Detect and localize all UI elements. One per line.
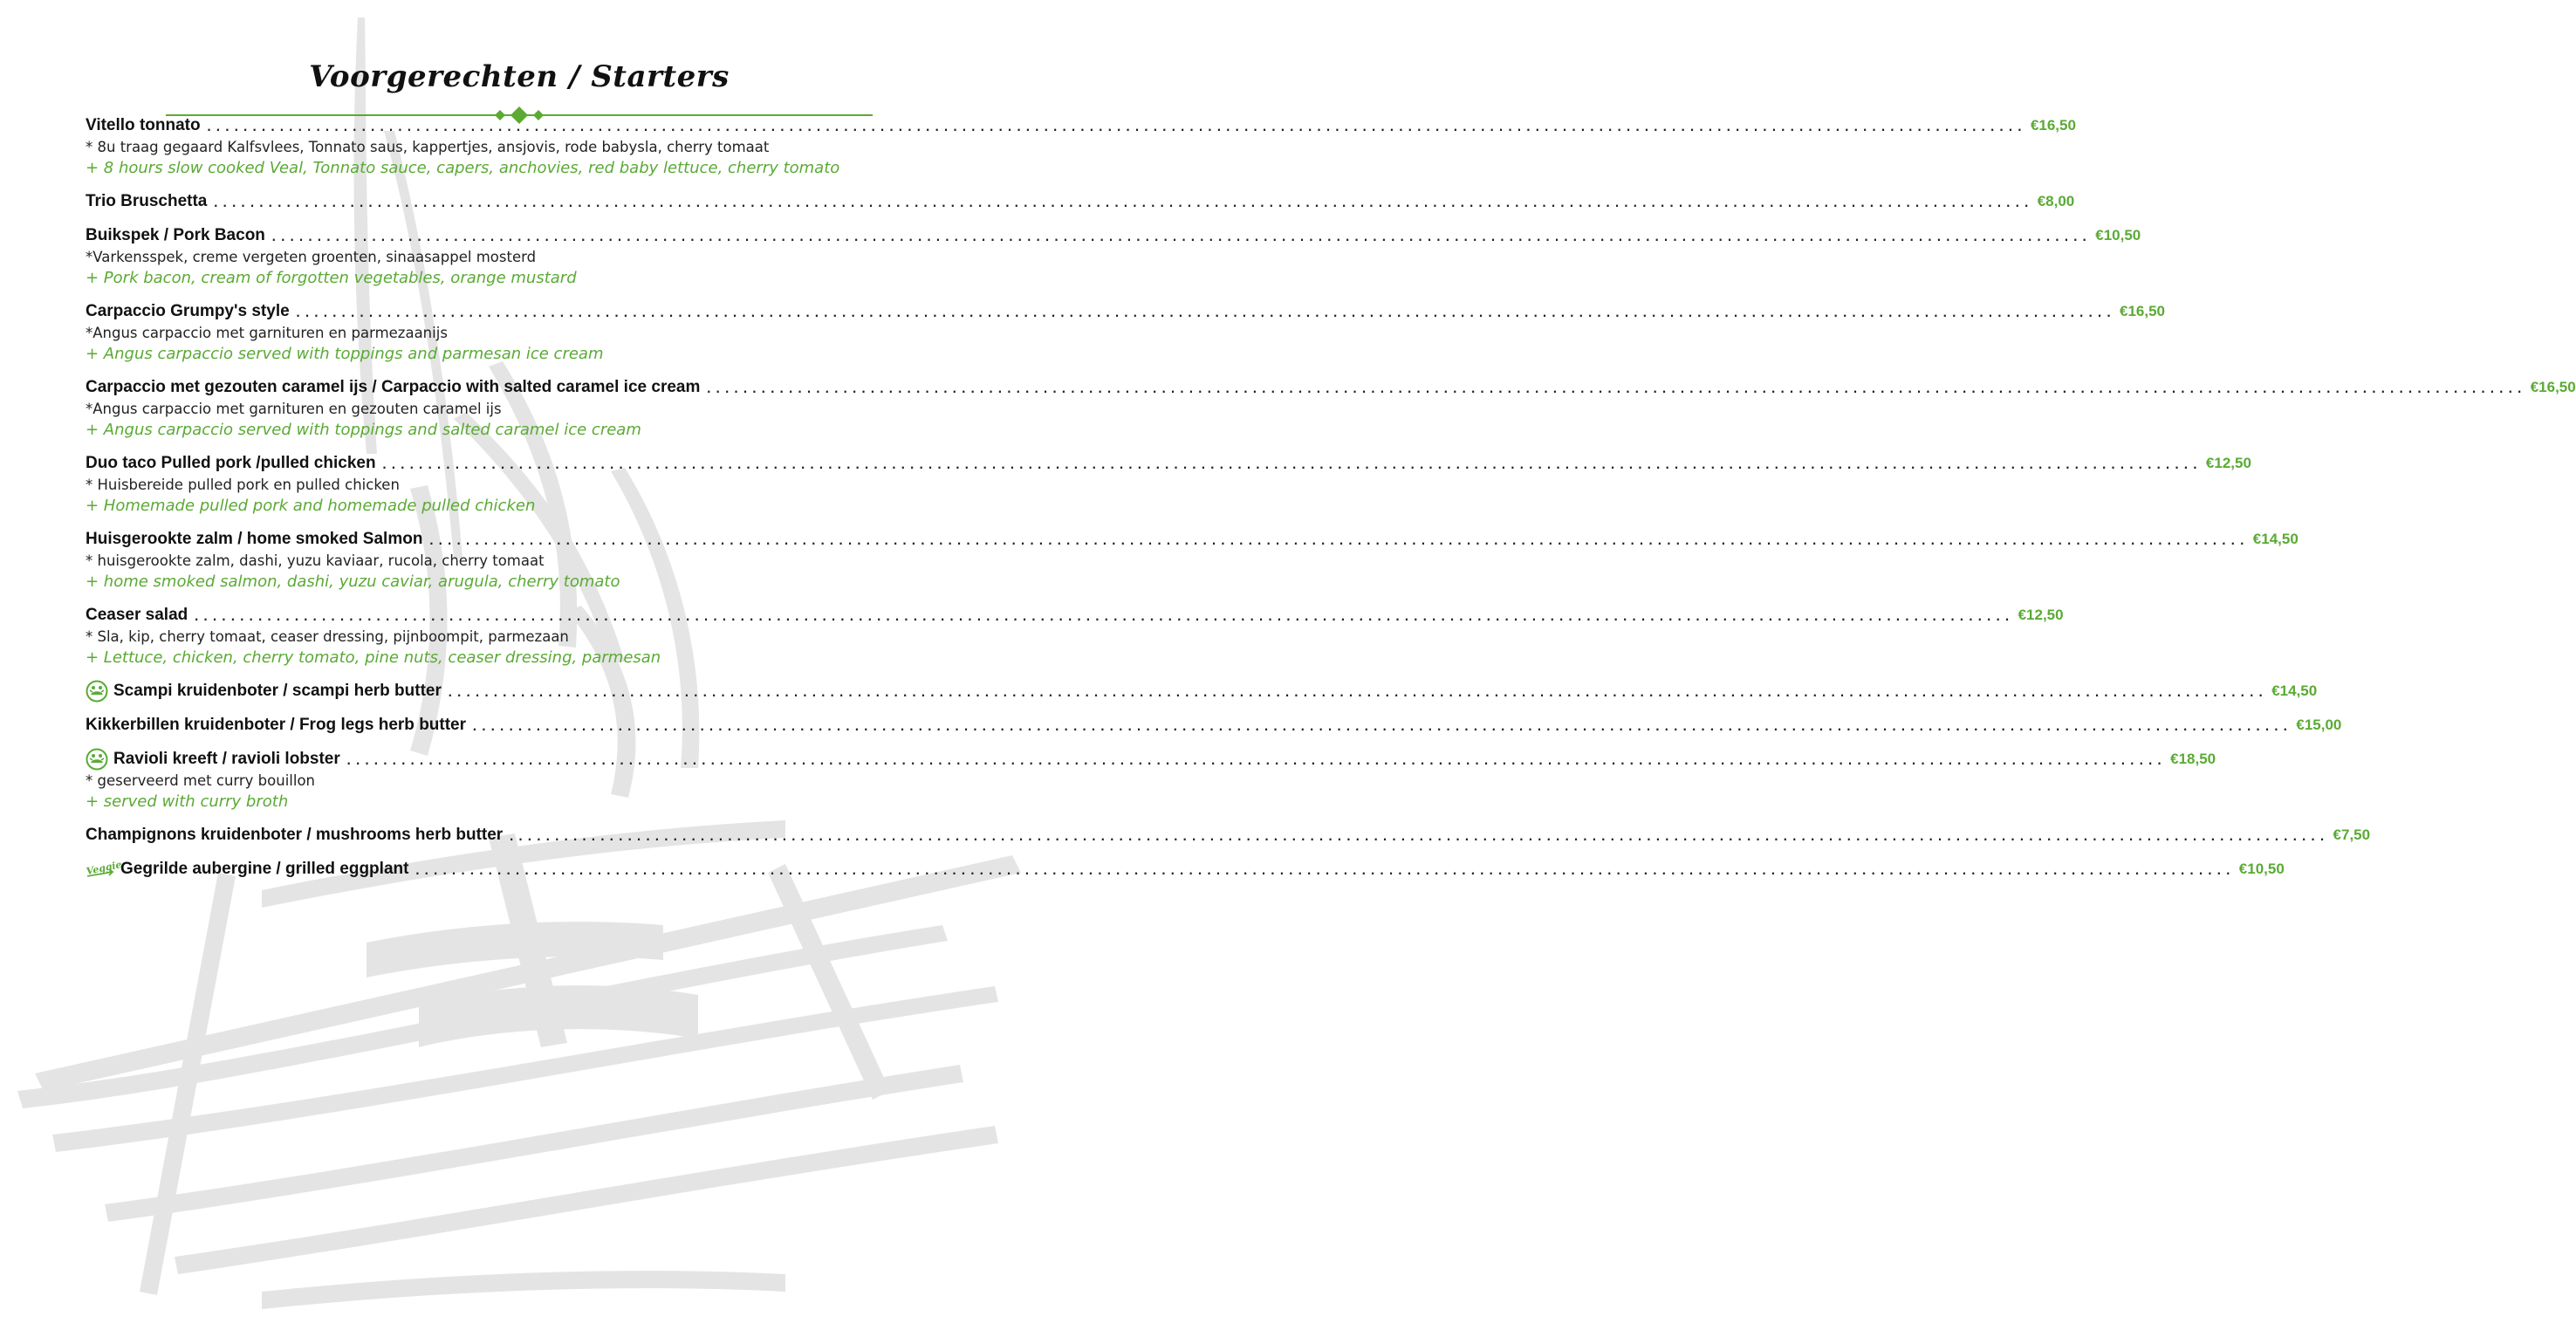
- menu-item-description-dutch: * Sla, kip, cherry tomaat, ceaser dressing, pijnboompit, parmezaan: [86, 628, 569, 645]
- menu-item-price: €12,50: [2018, 607, 2064, 623]
- menu-item-name: Scampi kruidenboter / scampi herb butter: [113, 682, 442, 700]
- menu-item-row: [86, 452, 2251, 475]
- menu-item-description-english: + home smoked salmon, dashi, yuzu caviar, arugula, cherry tomato: [86, 573, 620, 591]
- menu-item-name: Vitello tonnato: [86, 116, 201, 134]
- menu-item-price: €14,50: [2271, 682, 2318, 699]
- menu-item-price: €12,50: [2205, 455, 2251, 471]
- menu-item: [86, 224, 2141, 289]
- menu-item: [86, 680, 2318, 703]
- menu-item-description-english: + Pork bacon, cream of forgotten vegetables, orange mustard: [86, 269, 577, 287]
- menu-item-description-dutch: *Angus carpaccio met garnituren en gezouten caramel ijs: [86, 401, 502, 417]
- dot-leader: ........................................................................................................................................................................................................: [205, 121, 2025, 134]
- dot-leader: ........................................................................................................................................................................................................: [380, 459, 2201, 472]
- menu-item-name: Buikspek / Pork Bacon: [86, 226, 265, 244]
- menu-item-description-english: + 8 hours slow cooked Veal, Tonnato sauce, capers, anchovies, red baby lettuce, cherry tomato: [86, 159, 840, 177]
- menu-item-name: Duo taco Pulled pork /pulled chicken: [86, 454, 376, 472]
- menu-item: [86, 376, 2576, 441]
- menu-item: [86, 300, 2166, 365]
- menu-item-name: Kikkerbillen kruidenboter / Frog legs herb butter: [86, 716, 467, 734]
- menu-item-name: Carpaccio Grumpy's style: [86, 302, 290, 320]
- menu-item-price: €15,00: [2296, 717, 2342, 733]
- menu-item-price: €10,50: [2238, 861, 2285, 877]
- menu-item-row: [86, 824, 2371, 847]
- dot-leader: ........................................................................................................................................................................................................: [270, 231, 2091, 244]
- menu-item-price: €14,50: [2252, 531, 2299, 547]
- menu-item-row: [86, 714, 2342, 737]
- menu-item-description-dutch: * 8u traag gegaard Kalfsvlees, Tonnato saus, kappertjes, ansjovis, rode babysla, cherry tomaat: [86, 139, 770, 155]
- dot-leader: ........................................................................................................................................................................................................: [471, 721, 2292, 734]
- dot-leader: ........................................................................................................................................................................................................: [508, 831, 2328, 844]
- menu-item: [86, 114, 2076, 179]
- menu-item-name: Carpaccio met gezouten caramel ijs / Carpaccio with salted caramel ice cream: [86, 378, 701, 396]
- menu-item-name: Trio Bruschetta: [86, 192, 208, 210]
- menu-item-price: €16,50: [2530, 379, 2576, 395]
- menu-item-row: [86, 300, 2166, 323]
- menu-item-description-dutch: * Huisbereide pulled pork en pulled chicken: [86, 477, 400, 493]
- menu-item-price: €16,50: [2030, 117, 2076, 134]
- menu-item-price: €7,50: [2333, 826, 2371, 843]
- menu-item-row: [86, 190, 2075, 213]
- page-title: Voorgerechten / Starters: [309, 59, 730, 94]
- menu-item-description-dutch: *Angus carpaccio met garnituren en parmezaanijs: [86, 325, 448, 341]
- menu-item-row: [85, 858, 2285, 881]
- menu-item: [86, 528, 2299, 593]
- menu-item-price: €18,50: [2170, 751, 2216, 767]
- seafood-icon: [86, 748, 108, 771]
- menu-item-description-dutch: *Varkensspek, creme vergeten groenten, sinaasappel mosterd: [86, 249, 537, 265]
- menu-item: [86, 714, 2342, 737]
- menu-item-name: Huisgerookte zalm / home smoked Salmon: [86, 530, 423, 548]
- dot-leader: ........................................................................................................................................................................................................: [428, 535, 2248, 548]
- menu-item-row: [86, 680, 2318, 703]
- menu-item-description-english: + Lettuce, chicken, cherry tomato, pine nuts, ceaser dressing, parmesan: [86, 648, 661, 667]
- menu-item-row: [86, 748, 2216, 771]
- menu-item: [86, 452, 2251, 517]
- menu-item-description-dutch: * huisgerookte zalm, dashi, yuzu kaviaar, rucola, cherry tomaat: [86, 552, 545, 569]
- menu-item: [86, 748, 2216, 813]
- dot-leader: ........................................................................................................................................................................................................: [212, 197, 2032, 210]
- dot-leader: ........................................................................................................................................................................................................: [294, 307, 2115, 320]
- menu-item-name: Champignons kruidenboter / mushrooms herb butter: [86, 826, 504, 844]
- menu-item-name: Ceaser salad: [86, 606, 188, 624]
- menu-item-price: €8,00: [2037, 193, 2075, 209]
- menu-item-description-dutch: * geserveerd met curry bouillon: [86, 772, 316, 789]
- menu-item-row: [86, 528, 2299, 551]
- menu-item-description-english: + served with curry broth: [86, 792, 289, 811]
- menu-item-row: [86, 224, 2141, 247]
- dot-leader: ........................................................................................................................................................................................................: [345, 755, 2166, 768]
- menu-item: [85, 858, 2285, 881]
- menu-item: [86, 824, 2371, 847]
- menu-item-description-english: + Homemade pulled pork and homemade pulled chicken: [86, 497, 536, 515]
- veggie-icon: [85, 858, 123, 881]
- menu-item-name: Ravioli kreeft / ravioli lobster: [113, 750, 340, 768]
- menu-item-description-english: + Angus carpaccio served with toppings and salted caramel ice cream: [86, 421, 641, 439]
- dot-leader: ........................................................................................................................................................................................................: [446, 687, 2267, 700]
- menu-item-price: €16,50: [2120, 303, 2166, 319]
- menu-item-description-english: + Angus carpaccio served with toppings and parmesan ice cream: [86, 345, 604, 363]
- menu-item-price: €10,50: [2095, 227, 2141, 243]
- menu-item-row: [86, 376, 2576, 399]
- dot-leader: ........................................................................................................................................................................................................: [193, 611, 2013, 624]
- menu-item: [86, 190, 2075, 213]
- seafood-icon: [86, 680, 108, 703]
- dot-leader: ........................................................................................................................................................................................................: [705, 383, 2525, 396]
- menu-item-row: [86, 604, 2064, 627]
- menu-item: [86, 604, 2064, 669]
- veggie-label: Veggie: [85, 858, 123, 878]
- starters-list: [85, 114, 2576, 892]
- menu-item-name: Gegrilde aubergine / grilled eggplant: [120, 860, 409, 878]
- dot-leader: ........................................................................................................................................................................................................: [414, 865, 2234, 878]
- menu-item-row: [86, 114, 2076, 137]
